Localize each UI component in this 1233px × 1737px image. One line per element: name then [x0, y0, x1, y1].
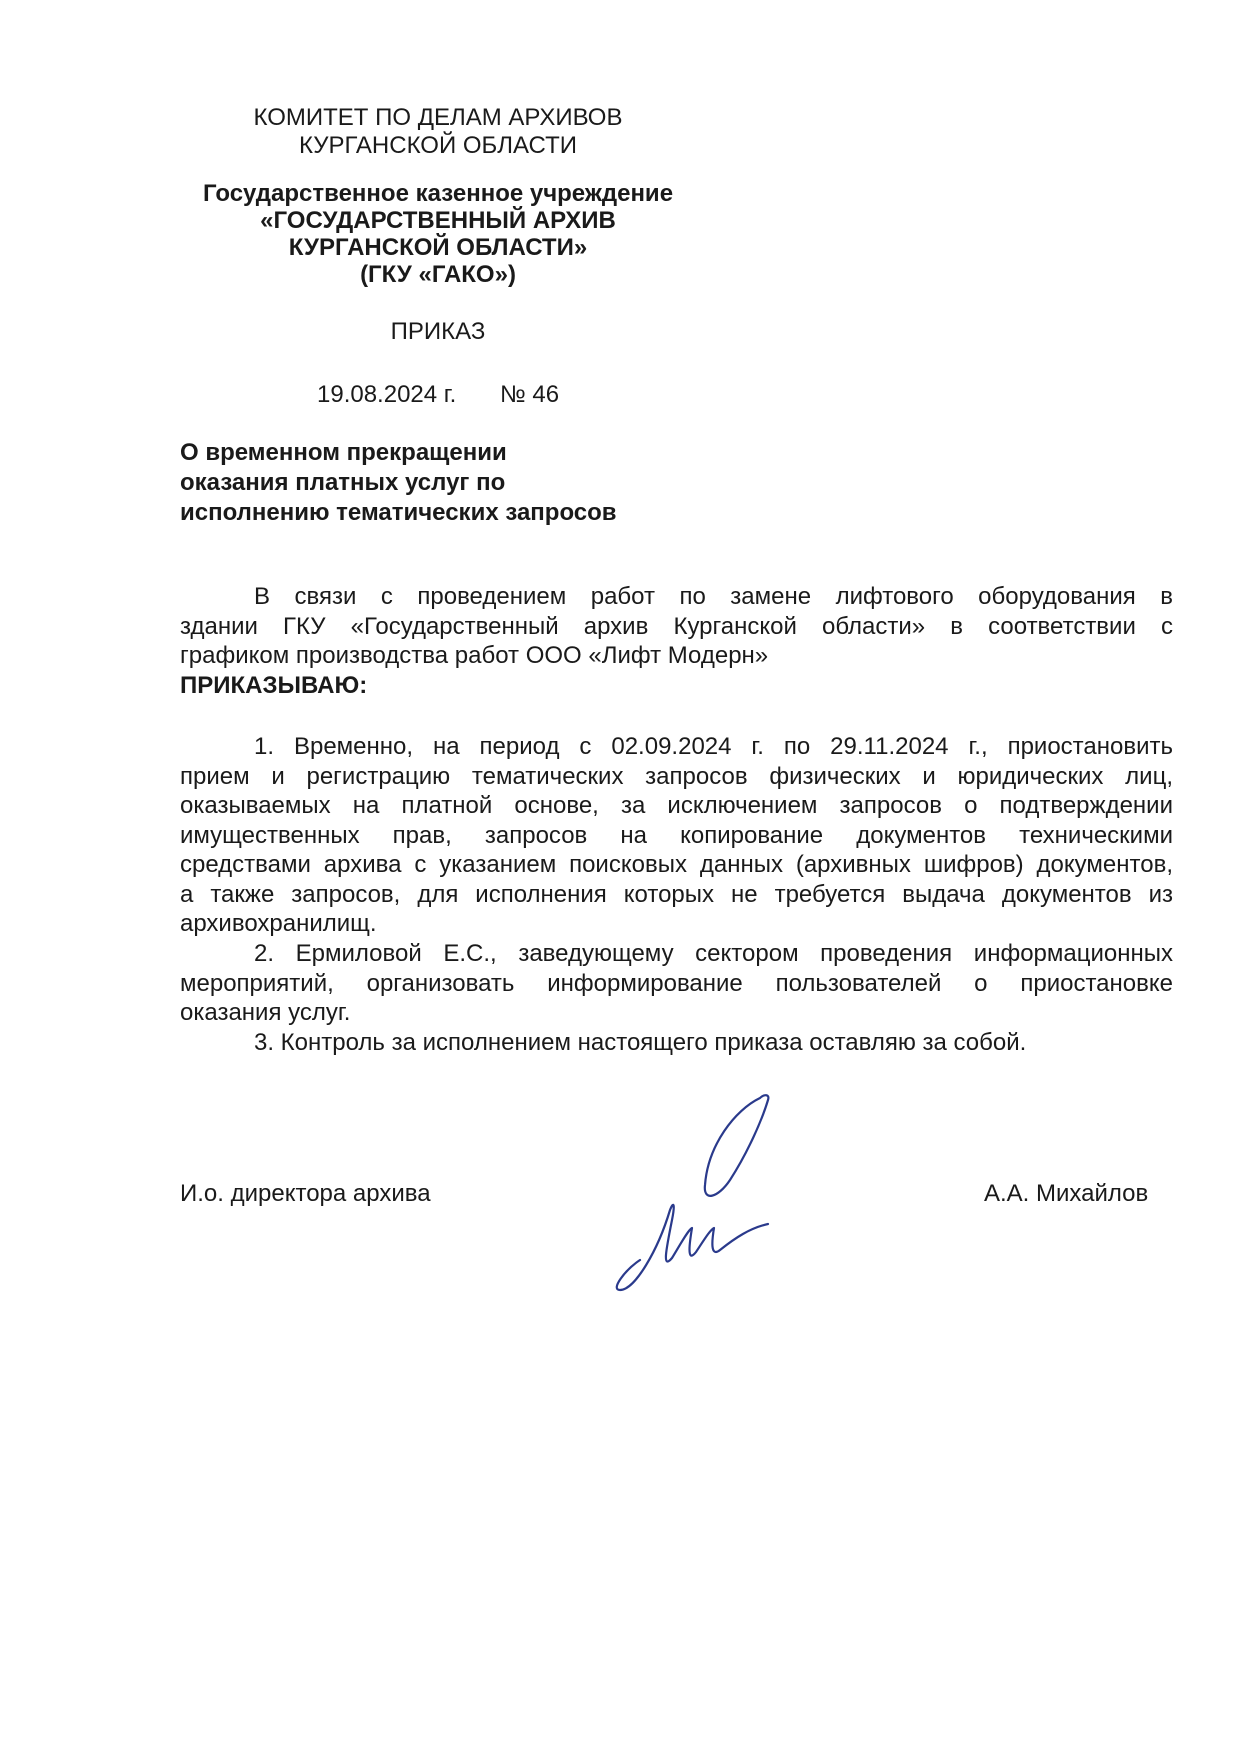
item-line: оказываемых на платной основе, за исключением запросов о подтверждении [180, 792, 1173, 819]
committee-line: КУРГАНСКОЙ ОБЛАСТИ [299, 132, 577, 159]
order-item-2 [180, 939, 1173, 1028]
item-line: имущественных прав, запросов на копирование документов техническими [180, 821, 1173, 849]
document-date: 19.08.2024 г. [317, 381, 457, 408]
signatory-name: А.А. Михайлов [984, 1180, 1149, 1207]
item-line: 1. Временно, на период с 02.09.2024 г. по 29.11.2024 г., приостановить [254, 733, 1173, 760]
item-line: средствами архива с указанием поисковых данных (архивных шифров) документов, [180, 851, 1173, 878]
preamble [180, 582, 1173, 700]
subject-line: оказания платных услуг по [180, 469, 506, 496]
document-number: № 46 [500, 381, 560, 408]
item-line: мероприятий, организовать информирование пользователей о приостановке [180, 969, 1173, 997]
document-subject [180, 438, 617, 528]
org-line: (ГКУ «ГАКО») [360, 261, 516, 288]
subject-line: О временном прекращении [180, 439, 507, 466]
item-line: прием и регистрацию тематических запросов физических и юридических лиц, [180, 762, 1173, 790]
preamble-line: В связи с проведением работ по замене лифтового оборудования в [254, 583, 1173, 610]
item-line: 2. Ермиловой Е.С., заведующему сектором проведения информационных [254, 940, 1173, 967]
handwritten-signature [600, 1090, 800, 1300]
signatory-position: И.о. директора архива [180, 1180, 431, 1207]
organization-name [138, 180, 738, 288]
org-line: Государственное казенное учреждение [202, 180, 674, 207]
committee-name [138, 104, 738, 160]
preamble-line: графиком производства работ ООО «Лифт Модерн» [180, 642, 769, 669]
item-line: 3. Контроль за исполнением настоящего приказа оставляю за собой. [254, 1029, 1027, 1056]
order-item-3 [180, 1028, 1173, 1058]
order-word: ПРИКАЗЫВАЮ: [180, 671, 368, 699]
document-type: ПРИКАЗ [390, 318, 486, 345]
item-line: а также запросов, для исполнения которых не требуется выдача документов из [180, 880, 1173, 908]
preamble-line: здании ГКУ «Государственный архив Курганской области» в соответствии с [180, 612, 1173, 640]
order-item-1 [180, 732, 1173, 939]
org-line: КУРГАНСКОЙ ОБЛАСТИ» [288, 234, 588, 261]
item-line: архивохранилищ. [180, 910, 377, 937]
org-line: «ГОСУДАРСТВЕННЫЙ АРХИВ [260, 207, 616, 234]
item-line: оказания услуг. [180, 999, 351, 1026]
committee-line: КОМИТЕТ ПО ДЕЛАМ АРХИВОВ [253, 104, 623, 131]
signature-strokes [617, 1095, 769, 1290]
subject-line: исполнению тематических запросов [180, 499, 617, 526]
